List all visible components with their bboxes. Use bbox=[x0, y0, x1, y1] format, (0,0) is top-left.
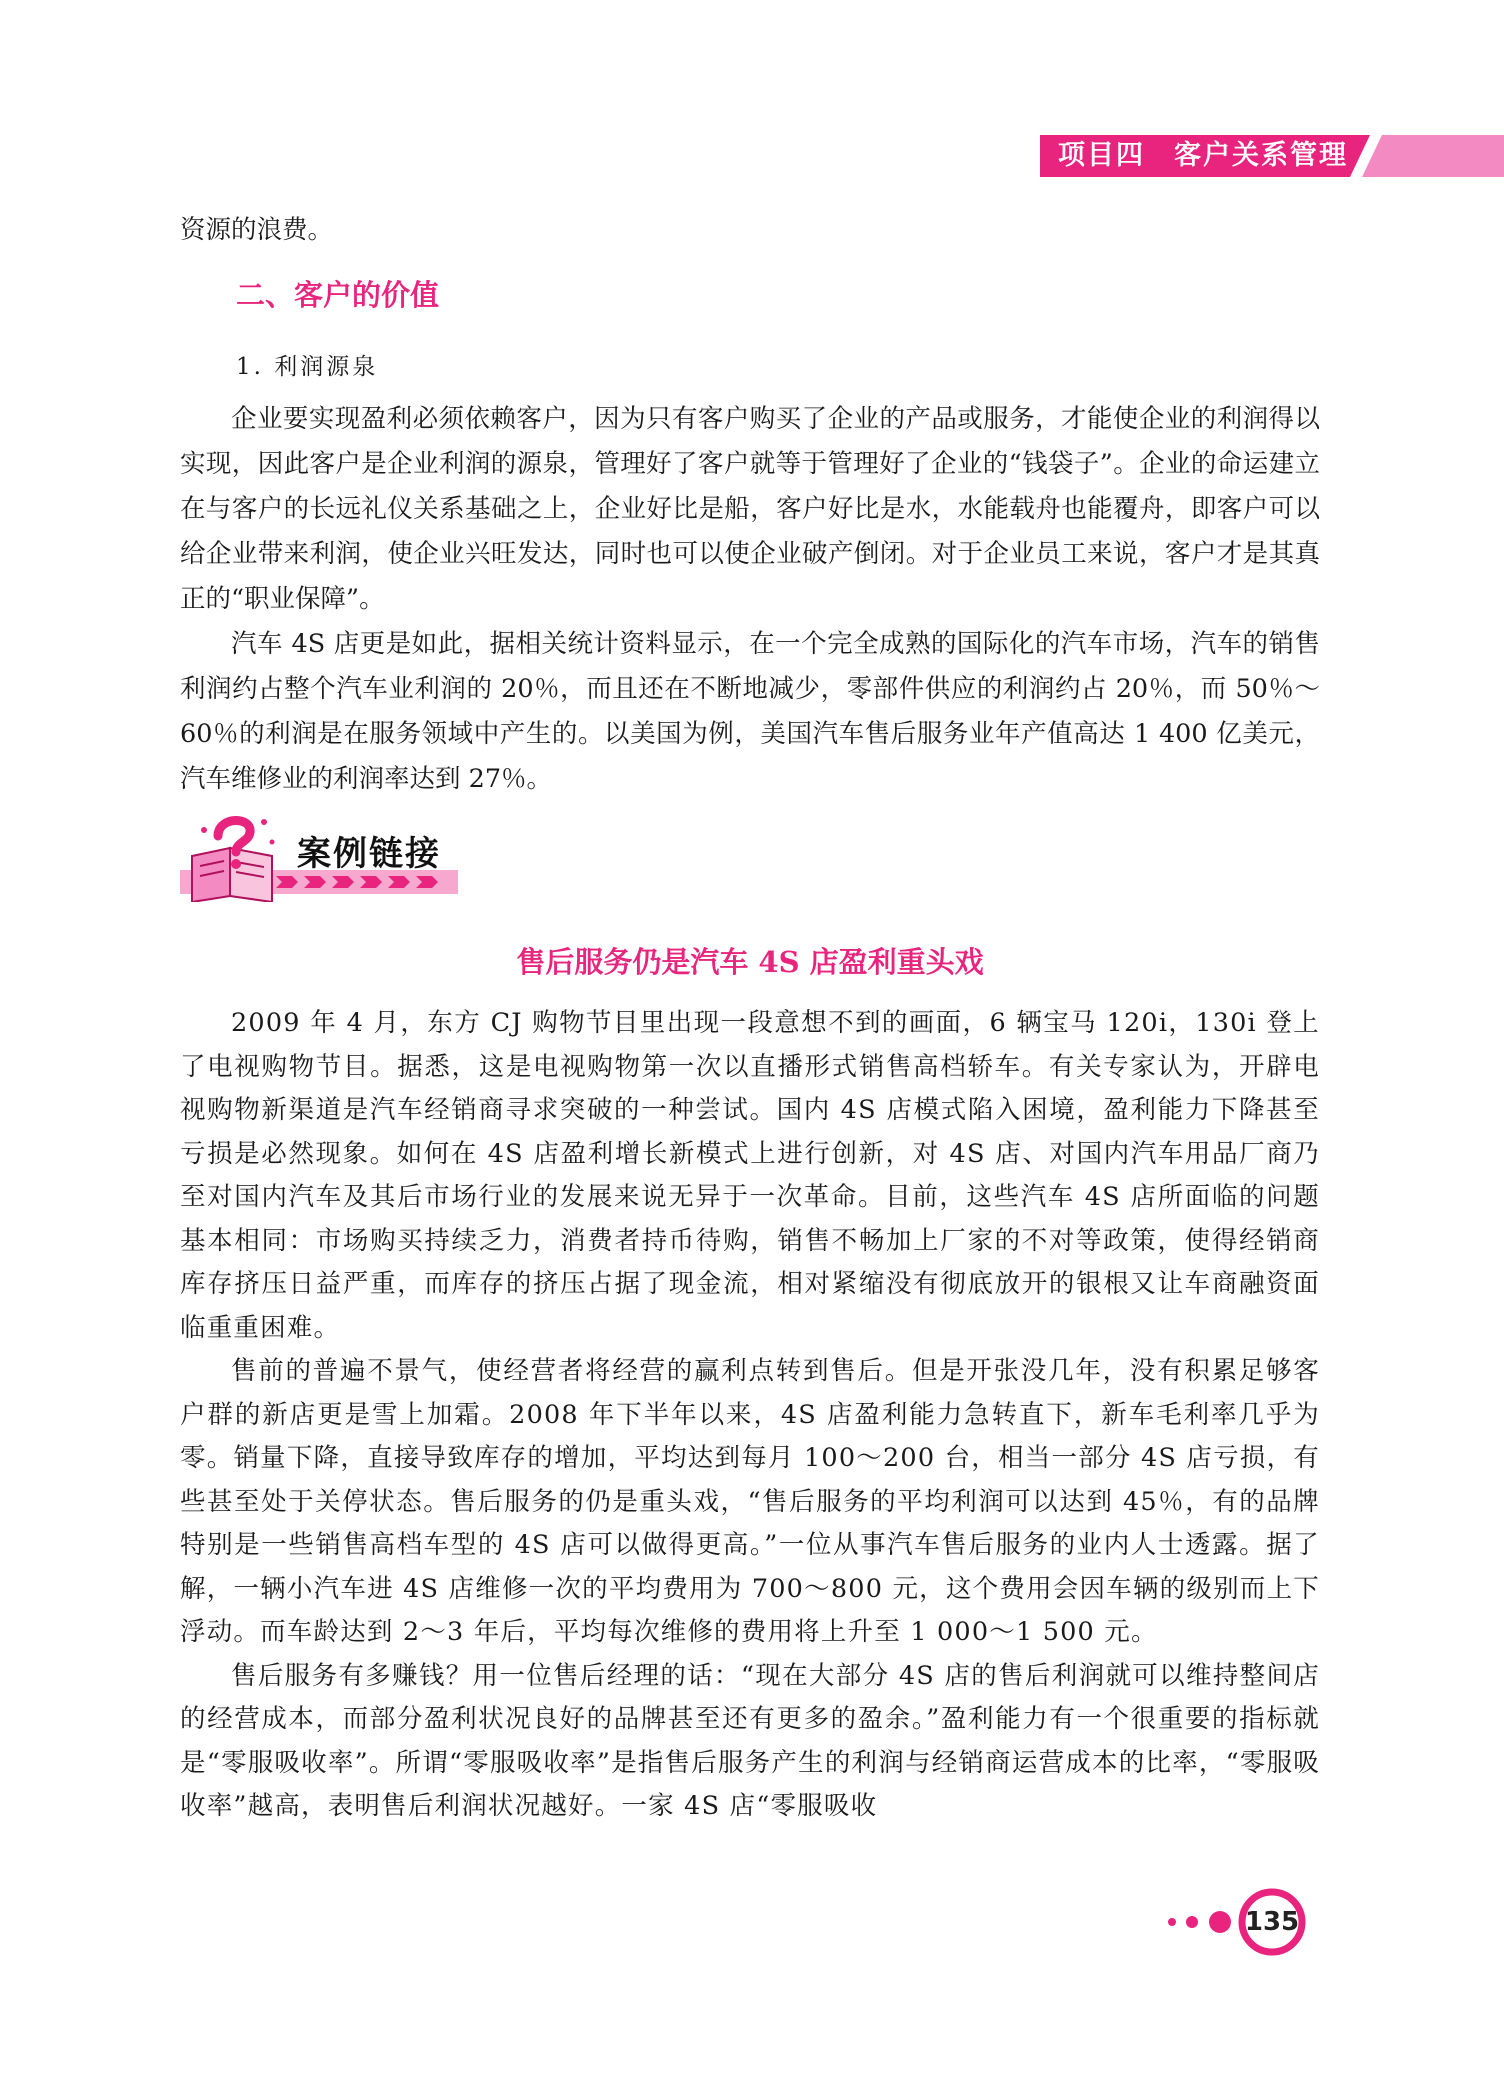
body-text bbox=[180, 397, 1320, 802]
sub-title: 1. 利润源泉 bbox=[236, 354, 379, 380]
chapter-title: 项目四 客户关系管理 bbox=[1058, 140, 1348, 171]
page-number: 135 bbox=[1244, 1907, 1300, 1937]
paragraph: 企业要实现盈利必须依赖客户，因为只有客户购买了企业的产品或服务，才能使企业的利润得以实现，因此客户是企业利润的源泉，管理好了客户就等于管理好了企业的“钱袋子”。企业的命运建立在与客户的长远礼仪关系基础之上，企业好比是船，客户好比是水，水能载舟也能覆舟，即客户可以给企业带来利润，使企业兴旺发达，同时也可以使企业破产倒闭。对于企业员工来说，客户才是其真正的“职业保障”。 bbox=[180, 404, 1320, 614]
paragraph: 汽车 4S 店更是如此，据相关统计资料显示，在一个完全成熟的国际化的汽车市场，汽车的销售利润约占整个汽车业利润的 20％，而且还在不断地减少，零部件供应的利润约占 20％，而 50％～60％的利润是在服务领域中产生的。以美国为例，美国汽车售后服务业年产值高达 1 400 亿美元，汽车维修业的利润率达到 27％。 bbox=[180, 629, 1320, 794]
question-book-icon bbox=[192, 819, 275, 902]
case-title: 售后服务仍是汽车 4S 店盈利重头戏 bbox=[516, 945, 984, 979]
case-paragraph: 售前的普遍不景气，使经营者将经营的赢利点转到售后。但是开张没几年，没有积累足够客户群的新店更是雪上加霜。2008 年下半年以来，4S 店盈利能力急转直下，新车毛利率几乎为零。销量下降，直接导致库存的增加，平均达到每月 100～200 台，相当一部分 4S 店亏损，有些甚至处于关停状态。售后服务的仍是重头戏，“售后服务的平均利润可以达到 45％，有的品牌特别是一些销售高档车型的 4S 店可以做得更高。”一位从事汽车售后服务的业内人士透露。据了解，一辆小汽车进 4S 店维修一次的平均费用为 700～800 元，这个费用会因车辆的级别而上下浮动。而车龄达到 2～3 年后，平均每次维修的费用将上升至 1 000～1 500 元。 bbox=[180, 1356, 1320, 1647]
continuation-line: 资源的浪费。 bbox=[180, 215, 334, 245]
case-link-label: 案例链接 bbox=[297, 834, 441, 874]
case-paragraph: 2009 年 4 月，东方 CJ 购物节目里出现一段意想不到的画面，6 辆宝马 120i，130i 登上了电视购物节目。据悉，这是电视购物第一次以直播形式销售高档轿车。有关专家认为，开辟电视购物新渠道是汽车经销商寻求突破的一种尝试。国内 4S 店模式陷入困境，盈利能力下降甚至亏损是必然现象。如何在 4S 店盈利增长新模式上进行创新，对 4S 店、对国内汽车用品厂商乃至对国内汽车及其后市场行业的发展来说无异于一次革命。目前，这些汽车 4S 店所面临的问题基本相同：市场购买持续乏力，消费者持币待购，销售不畅加上厂家的不对等政策，使得经销商库存挤压日益严重，而库存的挤压占据了现金流，相对紧缩没有彻底放开的银根又让车商融资面临重重困难。 bbox=[180, 1008, 1320, 1343]
section-title: 二、客户的价值 bbox=[236, 278, 440, 312]
case-paragraph: 售后服务有多赚钱？用一位售后经理的话：“现在大部分 4S 店的售后利润就可以维持整间店的经营成本，而部分盈利状况良好的品牌甚至还有更多的盈余。”盈利能力有一个很重要的指标就是“零服吸收率”。所谓“零服吸收率”是指售后服务产生的利润与经销商运营成本的比率，“零服吸收率”越高，表明售后利润状况越好。一家 4S 店“零服吸收 bbox=[180, 1660, 1320, 1821]
case-body bbox=[180, 1002, 1320, 1829]
